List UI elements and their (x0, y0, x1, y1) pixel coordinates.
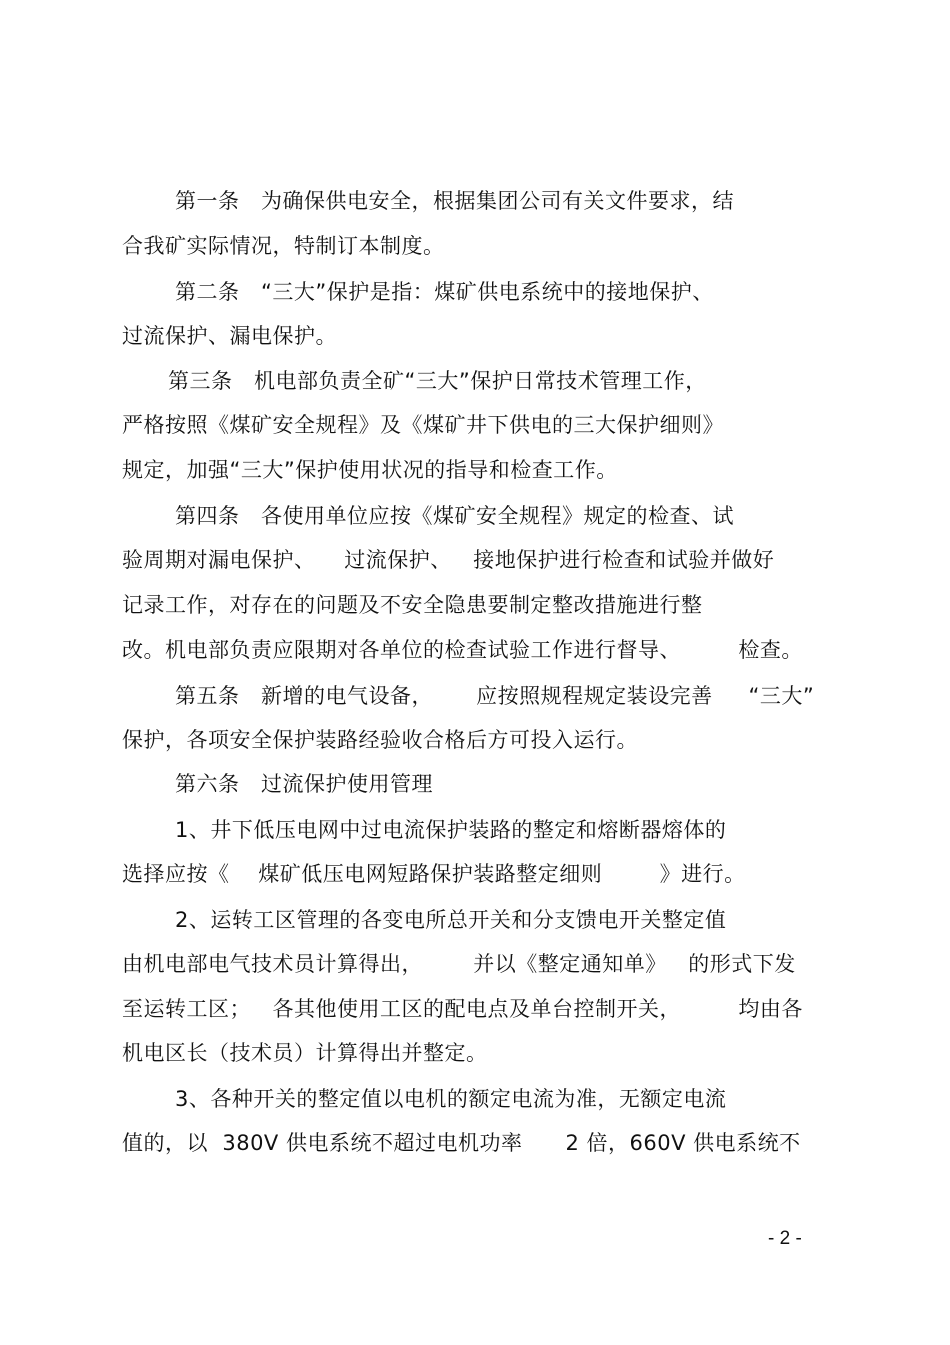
text-line-15: 1、井下低压电网中过电流保护装路的整定和熔断器熔体的 (175, 818, 727, 842)
text-line-21: 3、各种开关的整定值以电机的额定电流为准，无额定电流 (175, 1087, 727, 1111)
text-line-11: 改。机电部负责应限期对各单位的检查试验工作进行督导、 检查。 (122, 638, 803, 662)
text-line-2: 合我矿实际情况，特制订本制度。 (122, 234, 445, 258)
text-line-12: 第五条 新增的电气设备， 应按照规程规定装设完善 “三大” (175, 684, 815, 708)
text-line-3: 第二条 “三大”保护是指：煤矿供电系统中的接地保护、 (175, 280, 714, 304)
text-line-9: 验周期对漏电保护、 过流保护、 接地保护进行检查和试验并做好 (122, 548, 775, 572)
text-line-18: 由机电部电气技术员计算得出， 并以《整定通知单》 的形式下发 (122, 952, 796, 976)
text-line-16: 选择应按《 煤矿低压电网短路保护装路整定细则 》进行。 (122, 862, 746, 886)
text-line-5: 第三条 机电部负责全矿“三大”保护日常技术管理工作， (168, 369, 707, 393)
text-line-22: 值的，以 380V 供电系统不超过电机功率 2 倍，660V 供电系统不 (122, 1131, 801, 1155)
text-line-19: 至运转工区； 各其他使用工区的配电点及单台控制开关， 均由各 (122, 997, 803, 1021)
text-line-1: 第一条 为确保供电安全，根据集团公司有关文件要求，结 (175, 189, 735, 213)
text-line-6: 严格按照《煤矿安全规程》及《煤矿井下供电的三大保护细则》 (122, 413, 724, 437)
text-line-7: 规定，加强“三大”保护使用状况的指导和检查工作。 (122, 458, 618, 482)
text-line-8: 第四条 各使用单位应按《煤矿安全规程》规定的检查、试 (175, 504, 735, 528)
text-line-10: 记录工作，对存在的问题及不安全隐患要制定整改措施进行整 (122, 593, 703, 617)
page-number: - 2 - (768, 1228, 802, 1249)
text-line-20: 机电区长（技术员）计算得出并整定。 (122, 1041, 488, 1065)
text-line-17: 2、运转工区管理的各变电所总开关和分支馈电开关整定值 (175, 908, 727, 932)
text-line-13: 保护，各项安全保护装路经验收合格后方可投入运行。 (122, 728, 638, 752)
text-line-4: 过流保护、漏电保护。 (122, 324, 337, 348)
text-line-14: 第六条 过流保护使用管理 (175, 772, 434, 796)
